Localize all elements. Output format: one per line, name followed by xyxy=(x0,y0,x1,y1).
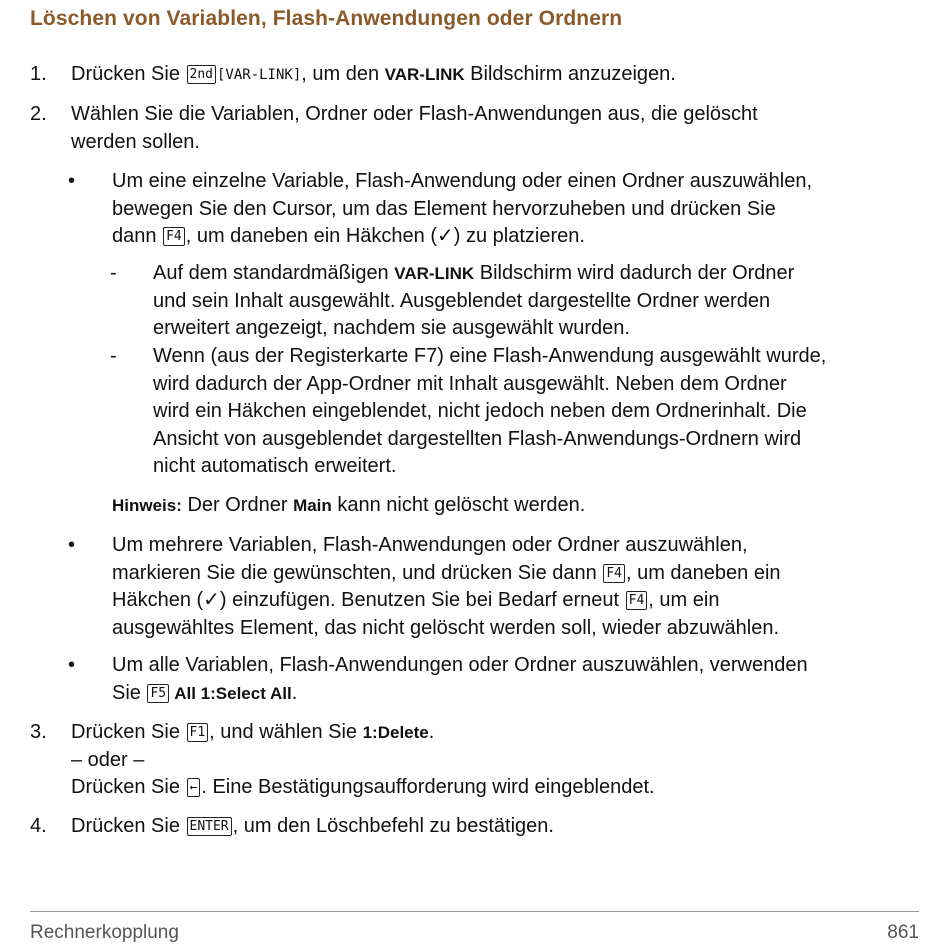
bullet-3-line-2-b: . xyxy=(291,681,298,704)
footer-section-title: Rechnerkopplung xyxy=(30,922,179,943)
key-enter: ENTER xyxy=(187,817,232,836)
step-3-line-1 xyxy=(71,719,655,747)
step-1-var-link: VAR-LINK xyxy=(384,65,465,84)
bullet-1-line-3 xyxy=(112,223,812,251)
dash-1-line-3: erweitert angezeigt, nachdem sie ausgewählt wurden. xyxy=(153,317,630,339)
step-2-text xyxy=(71,101,758,156)
step-4-text xyxy=(71,813,554,841)
bullet-2-line-2 xyxy=(112,560,781,588)
step-1-text-c: Bildschirm anzuzeigen. xyxy=(464,63,676,85)
backspace-key-icon: ← xyxy=(187,778,201,797)
bullet-2-line-3 xyxy=(112,587,781,615)
note-text-b: kann nicht gelöscht werden. xyxy=(331,494,586,516)
key-var-link: [VAR-LINK] xyxy=(216,67,302,83)
step-1-text-a: Drücken Sie xyxy=(71,63,186,85)
dash-1-marker: - xyxy=(110,262,117,284)
bullet-2-line-2-a: markieren Sie die gewünschten, und drücken Sie dann xyxy=(112,561,603,584)
bullet-2-line-2-b: , um daneben ein xyxy=(625,561,781,584)
bullet-1-line-2: bewegen Sie den Cursor, um das Element hervorzuheben und drücken Sie xyxy=(112,197,776,220)
step-3-line-1-a: Drücken Sie xyxy=(71,721,186,743)
dash-2-line-5: nicht automatisch erweitert. xyxy=(153,455,397,477)
step-3-line-3-a: Drücken Sie xyxy=(71,776,186,798)
bullet-2-line-4: ausgewähltes Element, das nicht gelöscht werden soll, wieder abzuwählen. xyxy=(112,616,780,639)
footer-divider xyxy=(30,911,919,912)
dash-2-text xyxy=(153,343,826,481)
page-title: Löschen von Variablen, Flash-Anwendungen oder Ordnern xyxy=(30,7,623,30)
step-3-text xyxy=(71,719,655,802)
key-f1: F1 xyxy=(187,723,209,742)
bullet-3-select-all: All 1:Select All xyxy=(170,683,292,703)
note-label: Hinweis: xyxy=(112,496,182,515)
bullet-3-marker: • xyxy=(68,654,76,676)
step-3-line-1-b: , und wählen Sie xyxy=(209,721,363,743)
bullet-3-line-1: Um alle Variablen, Flash-Anwendungen oder Ordner auszuwählen, verwenden xyxy=(112,654,808,676)
note xyxy=(112,492,585,520)
bullet-3-line-2 xyxy=(112,680,808,708)
step-2-number: 2. xyxy=(30,103,47,125)
dash-1-line-1 xyxy=(153,260,794,288)
key-f5: F5 xyxy=(147,684,169,703)
step-4-number: 4. xyxy=(30,815,47,837)
dash-1-line-2: und sein Inhalt ausgewählt. Ausgeblendet dargestellte Ordner werden xyxy=(153,289,771,312)
step-3-delete: 1:Delete xyxy=(362,723,429,742)
step-2-line-2: werden sollen. xyxy=(71,130,200,153)
bullet-2-text xyxy=(112,532,781,642)
bullet-2-marker: • xyxy=(68,534,76,556)
bullet-2-line-3-b: , um ein xyxy=(648,589,720,611)
dash-2-marker: - xyxy=(110,345,117,367)
dash-1-var-link: VAR-LINK xyxy=(394,264,475,283)
dash-2-line-2: wird dadurch der App-Ordner mit Inhalt ausgewählt. Neben dem Ordner xyxy=(153,372,787,395)
note-text-a: Der Ordner xyxy=(181,494,294,516)
footer-page-number: 861 xyxy=(887,922,919,943)
bullet-1-line-1: Um eine einzelne Variable, Flash-Anwendung oder einen Ordner auszuwählen, xyxy=(112,170,813,192)
step-3-line-2: – oder – xyxy=(71,748,145,771)
dash-2-line-4: Ansicht von ausgeblendet dargestellten Flash-Anwendungs-Ordnern wird xyxy=(153,427,802,450)
step-4-text-b: , um den Löschbefehl zu bestätigen. xyxy=(232,815,554,837)
key-f4: F4 xyxy=(626,591,648,610)
step-1-text xyxy=(71,61,676,90)
step-2-line-1: Wählen Sie die Variablen, Ordner oder Flash-Anwendungen aus, die gelöscht xyxy=(71,103,758,125)
key-f4: F4 xyxy=(163,227,185,246)
dash-2-line-3: wird ein Häkchen eingeblendet, nicht jedoch neben dem Ordnerinhalt. Die xyxy=(153,400,807,422)
step-4-text-a: Drücken Sie xyxy=(71,815,186,837)
step-3-line-1-c: . xyxy=(428,721,435,743)
bullet-1-marker: • xyxy=(68,170,76,192)
bullet-1-line-3-b: , um daneben ein Häkchen (✓) zu platzieren. xyxy=(185,225,585,247)
key-f4: F4 xyxy=(603,564,625,583)
step-3-line-3 xyxy=(71,774,655,802)
bullet-2-line-3-a: Häkchen (✓) einzufügen. Benutzen Sie bei Bedarf erneut xyxy=(112,589,625,611)
bullet-3-line-2-a: Sie xyxy=(112,681,147,704)
dash-2-line-1: Wenn (aus der Registerkarte F7) eine Flash-Anwendung ausgewählt wurde, xyxy=(153,345,827,367)
bullet-2-line-1: Um mehrere Variablen, Flash-Anwendungen oder Ordner auszuwählen, xyxy=(112,534,748,556)
dash-1-text xyxy=(153,260,794,343)
step-3-line-3-b: . Eine Bestätigungsaufforderung wird eingeblendet. xyxy=(201,776,655,798)
step-1-text-b: , um den xyxy=(301,63,385,85)
key-2nd: 2nd xyxy=(187,65,216,84)
dash-1-line-1-b: Bildschirm wird dadurch der Ordner xyxy=(474,262,795,284)
bullet-3-text xyxy=(112,652,808,707)
dash-1-line-1-a: Auf dem standardmäßigen xyxy=(153,262,395,284)
step-1-number: 1. xyxy=(30,63,47,85)
note-main: Main xyxy=(293,496,332,515)
bullet-1-text xyxy=(112,168,812,251)
step-3-number: 3. xyxy=(30,721,47,743)
bullet-1-line-3-a: dann xyxy=(112,225,163,247)
